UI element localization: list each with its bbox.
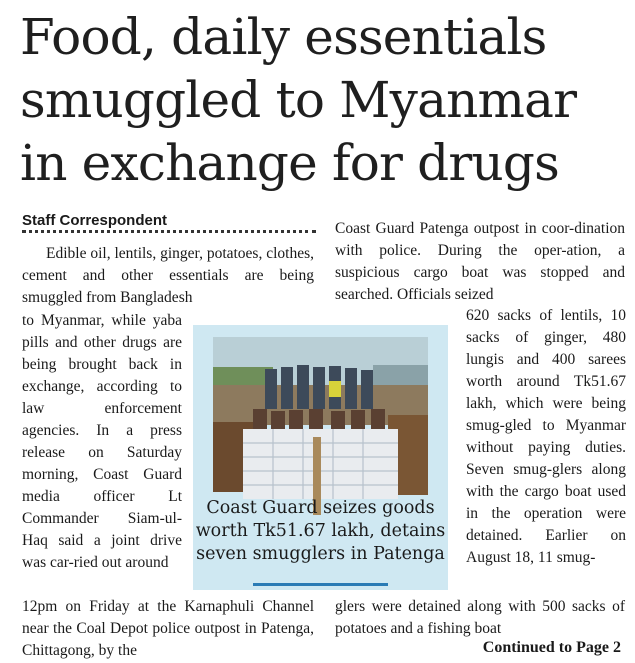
photo-shore	[373, 365, 428, 387]
body-col2-wrap: 620 sacks of lentils, 10 sacks of ginger, 480 lungis and 400 sarees worth around Tk51.67 lakh, which were being smug-gled to Myanmar without paying duties. Seven smug-glers along with the cargo boat used in the operation were detained. Earlier on August 18, 11 smug-	[466, 307, 626, 566]
photo-trees	[213, 367, 273, 385]
photo-box	[193, 325, 448, 590]
continued-link[interactable]: Continued to Page 2	[482, 639, 621, 656]
news-photo	[213, 337, 428, 515]
body-col1-wrap: to Myanmar, while yaba pills and other drugs are being brought back in exchange, according to law enforcement agencies. In a press release on Saturday morning, Coast Guard media officer Lt Commander Siam-ul-Haq said a joint drive was car-ried out around	[22, 312, 182, 571]
photo-vest	[329, 381, 341, 397]
byline-divider	[22, 230, 316, 233]
caption-rule	[253, 583, 388, 586]
headline-line-3: in exchange for drugs	[20, 134, 559, 192]
photo-caption: Coast Guard seizes goods worth Tk51.67 lakh, detains seven smugglers in Patenga	[195, 498, 446, 564]
body-col2-bottom: glers were detained along with 500 sacks of potatoes and a fishing boat	[335, 598, 625, 637]
headline-line-2: smuggled to Myanmar	[20, 71, 577, 129]
body-col2-top: Coast Guard Patenga outpost in coor-dination with police. During the oper-ation, a suspicious cargo boat was stopped and searched. Officials seized	[335, 220, 625, 303]
headline-line-1: Food, daily essentials	[20, 8, 547, 66]
photo-people	[265, 365, 373, 409]
headline	[20, 6, 625, 195]
byline: Staff Correspondent	[22, 212, 168, 229]
body-col1-bottom: 12pm on Friday at the Karnaphuli Channel near the Coal Depot police outpost in Patenga, Chittagong, by the	[22, 598, 314, 659]
body-col1-top: Edible oil, lentils, ginger, potatoes, clothes, cement and other essentials are being smuggled from Bangladesh	[22, 245, 314, 306]
